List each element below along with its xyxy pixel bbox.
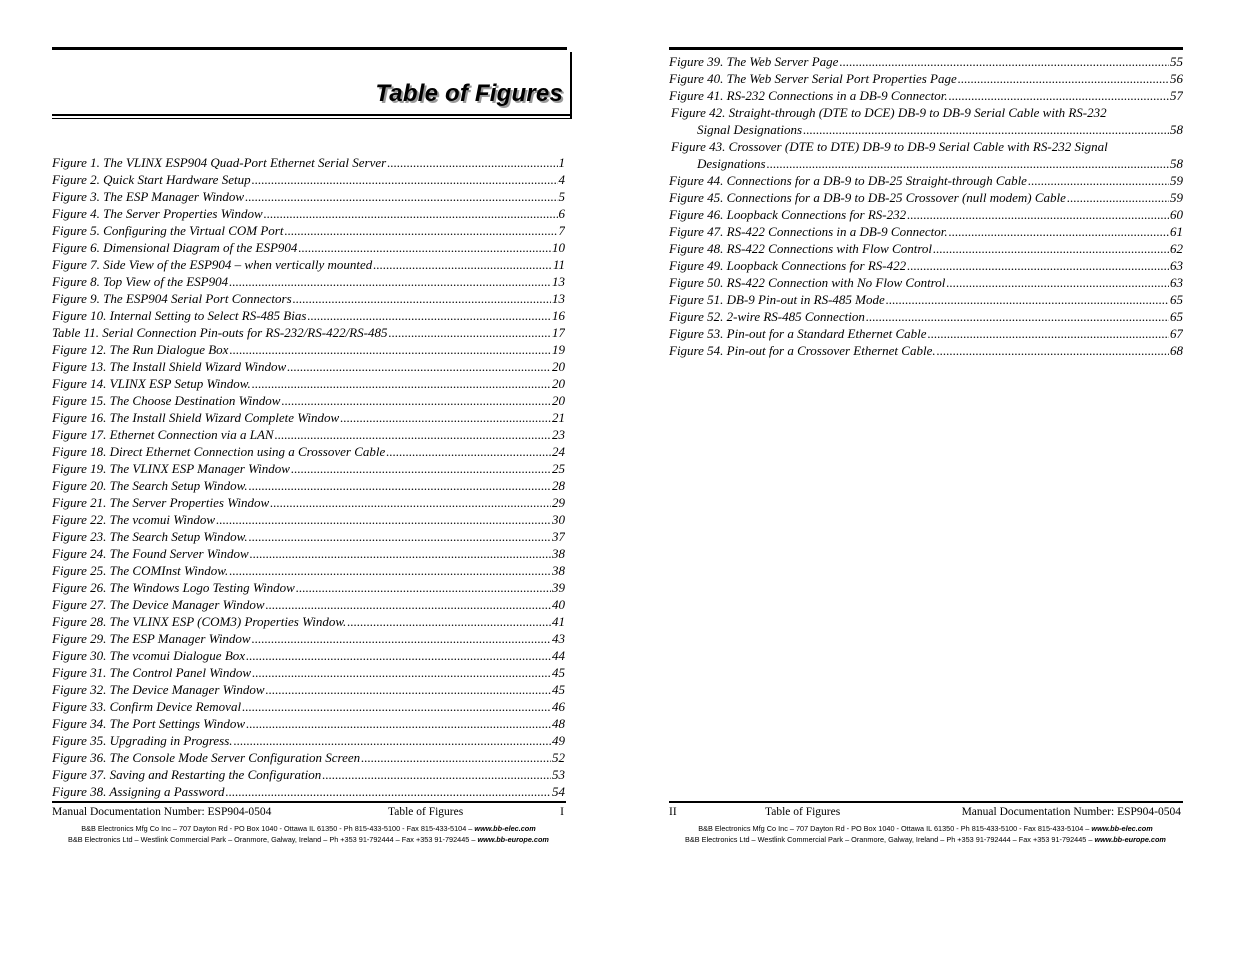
toc-entry[interactable]	[669, 240, 1183, 257]
toc-entry[interactable]	[52, 596, 565, 613]
footer	[52, 806, 566, 822]
toc-entry[interactable]	[52, 324, 565, 341]
toc-entry-title: Figure 37. Saving and Restarting the Configuration	[52, 767, 322, 782]
toc-leader-dots	[1028, 172, 1169, 189]
toc-leader-dots	[242, 698, 551, 715]
toc-page-number: 5	[558, 189, 565, 204]
toc-leader-dots	[246, 715, 551, 732]
toc-page-number: 23	[552, 427, 565, 442]
toc-leader-dots	[307, 307, 551, 324]
toc-page-number: 4	[558, 172, 565, 187]
toc-entry-title: Figure 22. The vcomui Window	[52, 512, 216, 527]
toc-leader-dots	[946, 274, 1169, 291]
toc-page-number: 61	[1170, 224, 1183, 239]
toc-page-number: 53	[552, 767, 565, 782]
toc-page-number: 39	[552, 580, 565, 595]
toc-leader-dots	[270, 494, 551, 511]
toc-leader-dots	[907, 206, 1169, 223]
toc-entry[interactable]	[669, 53, 1183, 70]
toc-entry[interactable]	[669, 325, 1183, 342]
toc-entry[interactable]	[669, 70, 1183, 87]
toc-entry[interactable]	[669, 138, 1183, 172]
toc-entry[interactable]	[52, 443, 565, 460]
toc-entry-title: Figure 15. The Choose Destination Window	[52, 393, 281, 408]
toc-entry-title: Figure 21. The Server Properties Window	[52, 495, 270, 510]
footer	[669, 806, 1183, 822]
toc-entry[interactable]	[669, 206, 1183, 223]
toc-entry-title: Figure 14. VLINX ESP Setup Window.	[52, 376, 251, 391]
toc-page-number: 37	[552, 529, 565, 544]
toc-entry-title: Figure 38. Assigning a Password	[52, 784, 225, 799]
toc-page-number: 30	[552, 512, 565, 527]
toc-entry[interactable]	[52, 222, 565, 239]
toc-entry[interactable]	[52, 749, 565, 766]
toc-leader-dots	[229, 273, 551, 290]
toc-leader-dots	[347, 613, 551, 630]
toc-leader-dots	[340, 409, 551, 426]
toc-page-number: 65	[1170, 292, 1183, 307]
toc-entry[interactable]	[52, 409, 565, 426]
toc-entry-title: Figure 54. Pin-out for a Crossover Ethernet Cable.	[669, 343, 936, 358]
toc-entry[interactable]	[52, 205, 565, 222]
footer-doc-number: Manual Documentation Number: ESP904-0504	[52, 806, 272, 818]
toc-entry[interactable]	[52, 545, 565, 562]
toc-entry-title: Figure 4. The Server Properties Window	[52, 206, 263, 221]
toc-page-number: 58	[1170, 122, 1183, 137]
toc-entry[interactable]	[52, 426, 565, 443]
toc-page-number: 56	[1170, 71, 1183, 86]
toc-leader-dots	[949, 223, 1169, 240]
toc-page-number: 62	[1170, 241, 1183, 256]
toc-entry-title: Figure 33. Confirm Device Removal	[52, 699, 242, 714]
toc-page-number: 1	[558, 155, 565, 170]
toc-leader-dots	[229, 341, 551, 358]
toc-entry[interactable]	[52, 511, 565, 528]
toc-page-number: 44	[552, 648, 565, 663]
toc-page-number: 49	[552, 733, 565, 748]
toc-leader-dots	[249, 477, 551, 494]
toc-entry-title: Figure 18. Direct Ethernet Connection using a Crossover Cable	[52, 444, 386, 459]
toc-entry-title: Figure 16. The Install Shield Wizard Complete Window	[52, 410, 340, 425]
toc-page-number: 65	[1170, 309, 1183, 324]
toc-leader-dots	[275, 426, 551, 443]
toc-entry[interactable]	[52, 290, 565, 307]
toc-leader-dots	[234, 732, 551, 749]
toc-entry[interactable]	[52, 273, 565, 290]
toc-leader-dots	[958, 70, 1169, 87]
toc-entry-title: Figure 10. Internal Setting to Select RS-485 Bias	[52, 308, 307, 323]
toc-leader-dots	[293, 290, 551, 307]
toc-entry-title: Figure 26. The Windows Logo Testing Window	[52, 580, 295, 595]
toc-entry-title: Figure 50. RS-422 Connection with No Flow Control	[669, 275, 946, 290]
toc-page-number: 38	[552, 546, 565, 561]
right-page	[617, 0, 1235, 954]
toc-leader-dots	[907, 257, 1169, 274]
toc-entry[interactable]	[52, 341, 565, 358]
europe-website-link[interactable]: www.bb-europe.com	[1094, 835, 1166, 844]
toc-leader-dots	[246, 647, 551, 664]
toc-entry-title: Figure 5. Configuring the Virtual COM Port	[52, 223, 284, 238]
toc-leader-dots	[373, 256, 552, 273]
toc-entry[interactable]	[52, 239, 565, 256]
toc-entry-title: Figure 35. Upgrading in Progress.	[52, 733, 233, 748]
toc-leader-dots	[229, 562, 551, 579]
toc-page-number: 11	[552, 257, 565, 272]
toc-page-number: 13	[552, 274, 565, 289]
toc-page-number: 58	[1170, 156, 1183, 171]
toc-entry-title: Figure 9. The ESP904 Serial Port Connectors	[52, 291, 292, 306]
europe-website-link[interactable]: www.bb-europe.com	[477, 835, 549, 844]
toc-entry-title: Figure 45. Connections for a DB-9 to DB-25 Crossover (null modem) Cable	[669, 190, 1066, 205]
toc-entry-title: Figure 48. RS-422 Connections with Flow Control	[669, 241, 933, 256]
toc-entry[interactable]	[52, 358, 565, 375]
toc-entry[interactable]	[52, 698, 565, 715]
toc-page-number: 40	[552, 597, 565, 612]
toc-leader-dots	[252, 664, 551, 681]
toc-entry-title: Figure 28. The VLINX ESP (COM3) Properties Window.	[52, 614, 347, 629]
toc-entry-title: Figure 19. The VLINX ESP Manager Window	[52, 461, 290, 476]
toc-leader-dots	[933, 240, 1169, 257]
toc-leader-dots	[226, 783, 551, 800]
toc-entry[interactable]	[669, 257, 1183, 274]
toc-entry[interactable]	[52, 613, 565, 630]
toc-entry-title: Figure 8. Top View of the ESP904	[52, 274, 229, 289]
toc-entry-title: Figure 3. The ESP Manager Window	[52, 189, 245, 204]
footer-page-number: I	[560, 806, 564, 818]
toc-entry[interactable]	[52, 766, 565, 783]
toc-entry-title: Figure 25. The COMInst Window.	[52, 563, 229, 578]
toc-entry[interactable]	[52, 647, 565, 664]
toc-page-number: 54	[552, 784, 565, 799]
toc-entry-title-cont: Signal Designations	[697, 122, 803, 137]
toc-entry[interactable]	[52, 732, 565, 749]
toc-page-number: 19	[552, 342, 565, 357]
toc-page-number: 48	[552, 716, 565, 731]
toc-entry[interactable]	[669, 104, 1183, 138]
toc-entry-continuation	[669, 121, 1183, 138]
toc-leader-dots	[322, 766, 551, 783]
toc-entry[interactable]	[669, 342, 1183, 359]
toc-entry[interactable]	[52, 715, 565, 732]
title-side-rule	[570, 52, 572, 118]
left-page	[0, 0, 617, 954]
toc-page-number: 63	[1170, 275, 1183, 290]
toc-leader-dots	[937, 342, 1169, 359]
toc-page-number: 17	[552, 325, 565, 340]
toc-page-number: 57	[1170, 88, 1183, 103]
toc-leader-dots	[387, 154, 557, 171]
toc-page-number: 55	[1170, 54, 1183, 69]
figure-list-left	[52, 154, 565, 800]
toc-leader-dots	[245, 188, 557, 205]
toc-entry-title: Figure 42. Straight-through (DTE to DCE) DB-9 to DB-9 Serial Cable with RS-232	[671, 105, 1107, 120]
toc-leader-dots	[386, 443, 551, 460]
toc-leader-dots	[296, 579, 551, 596]
toc-leader-dots	[249, 528, 551, 545]
toc-leader-dots	[284, 222, 557, 239]
toc-entry[interactable]	[52, 375, 565, 392]
toc-entry-continuation	[669, 155, 1183, 172]
toc-entry-title: Figure 24. The Found Server Window	[52, 546, 249, 561]
toc-page-number: 63	[1170, 258, 1183, 273]
toc-page-number: 38	[552, 563, 565, 578]
toc-entry-title: Figure 53. Pin-out for a Standard Ethernet Cable	[669, 326, 927, 341]
toc-page-number: 24	[552, 444, 565, 459]
toc-entry[interactable]	[52, 154, 565, 171]
address-europe: B&B Electronics Ltd – Westlink Commercial Park – Oranmore, Galway, Ireland – Ph +353 91-792444 – Fax +353 91-792445 – www.bb-europe.com	[685, 835, 1166, 844]
toc-leader-dots	[1067, 189, 1169, 206]
address-us: B&B Electronics Mfg Co Inc – 707 Dayton Rd - PO Box 1040 - Ottawa IL 61350 - Ph 815-433-5100 - Fax 815-433-5104 – www.bb-elec.com	[698, 824, 1153, 833]
toc-entry-title: Figure 52. 2-wire RS-485 Connection	[669, 309, 865, 324]
toc-leader-dots	[250, 545, 551, 562]
toc-page-number: 67	[1170, 326, 1183, 341]
toc-entry-title: Figure 46. Loopback Connections for RS-232	[669, 207, 907, 222]
toc-entry-title: Figure 34. The Port Settings Window	[52, 716, 246, 731]
toc-leader-dots	[291, 460, 551, 477]
toc-leader-dots	[886, 291, 1169, 308]
toc-entry-title: Figure 6. Dimensional Diagram of the ESP904	[52, 240, 298, 255]
toc-leader-dots	[252, 171, 558, 188]
toc-entry-title: Figure 20. The Search Setup Window.	[52, 478, 248, 493]
toc-entry-title: Figure 39. The Web Server Page	[669, 54, 839, 69]
toc-page-number: 52	[552, 750, 565, 765]
us-website-link[interactable]: www.bb-elec.com	[1091, 824, 1153, 833]
toc-entry[interactable]	[52, 528, 565, 545]
toc-entry-title: Figure 23. The Search Setup Window.	[52, 529, 248, 544]
toc-entry-title: Figure 49. Loopback Connections for RS-422	[669, 258, 907, 273]
toc-leader-dots	[803, 121, 1169, 138]
toc-page-number: 41	[552, 614, 565, 629]
footer-section: Table of Figures	[765, 806, 841, 818]
toc-leader-dots	[281, 392, 551, 409]
toc-leader-dots	[252, 375, 551, 392]
toc-page-number: 59	[1170, 173, 1183, 188]
toc-page-number: 68	[1170, 343, 1183, 358]
toc-entry[interactable]	[669, 172, 1183, 189]
toc-entry[interactable]	[52, 681, 565, 698]
toc-leader-dots	[252, 630, 551, 647]
toc-entry-title: Figure 13. The Install Shield Wizard Window	[52, 359, 287, 374]
toc-entry-title: Figure 44. Connections for a DB-9 to DB-25 Straight-through Cable	[669, 173, 1027, 188]
toc-entry-title: Figure 17. Ethernet Connection via a LAN	[52, 427, 274, 442]
toc-page-number: 6	[558, 206, 565, 221]
toc-page-number: 29	[552, 495, 565, 510]
footer-page-number: II	[669, 806, 677, 818]
toc-entry-title: Figure 41. RS-232 Connections in a DB-9 Connector.	[669, 88, 948, 103]
footer-rule	[669, 801, 1183, 803]
figure-list-right	[669, 53, 1183, 359]
address-europe: B&B Electronics Ltd – Westlink Commercial Park – Oranmore, Galway, Ireland – Ph +353 91-792444 – Fax +353 91-792445 – www.bb-europe.com	[68, 835, 549, 844]
toc-page-number: 25	[552, 461, 565, 476]
toc-entry[interactable]	[52, 171, 565, 188]
toc-page-number: 16	[552, 308, 565, 323]
toc-leader-dots	[287, 358, 551, 375]
footer-rule	[52, 801, 566, 803]
toc-entry[interactable]	[52, 256, 565, 273]
toc-entry[interactable]	[52, 579, 565, 596]
toc-entry[interactable]	[669, 291, 1183, 308]
toc-entry-title: Figure 32. The Device Manager Window	[52, 682, 265, 697]
toc-leader-dots	[298, 239, 551, 256]
toc-entry[interactable]	[52, 664, 565, 681]
title-top-rule	[52, 47, 567, 50]
toc-entry[interactable]	[52, 562, 565, 579]
toc-entry-title: Figure 2. Quick Start Hardware Setup	[52, 172, 251, 187]
toc-entry-title: Figure 27. The Device Manager Window	[52, 597, 265, 612]
toc-page-number: 28	[552, 478, 565, 493]
toc-page-number: 45	[552, 682, 565, 697]
footer-doc-number: Manual Documentation Number: ESP904-0504	[961, 806, 1181, 818]
toc-entry[interactable]	[669, 223, 1183, 240]
toc-entry[interactable]	[669, 189, 1183, 206]
toc-leader-dots	[264, 205, 558, 222]
toc-entry[interactable]	[669, 87, 1183, 104]
toc-page-number: 46	[552, 699, 565, 714]
toc-entry[interactable]	[669, 308, 1183, 325]
toc-leader-dots	[216, 511, 551, 528]
toc-entry-title: Figure 36. The Console Mode Server Configuration Screen	[52, 750, 361, 765]
toc-entry-title: Figure 51. DB-9 Pin-out in RS-485 Mode	[669, 292, 885, 307]
toc-entry-title: Figure 31. The Control Panel Window	[52, 665, 252, 680]
toc-page-number: 20	[552, 359, 565, 374]
toc-page-number: 13	[552, 291, 565, 306]
toc-leader-dots	[767, 155, 1169, 172]
toc-entry[interactable]	[52, 494, 565, 511]
toc-page-number: 59	[1170, 190, 1183, 205]
footer-section: Table of Figures	[388, 806, 464, 818]
title-bottom-rule	[52, 114, 572, 116]
toc-leader-dots	[866, 308, 1169, 325]
page-title: Table of Figures	[375, 80, 563, 107]
toc-leader-dots	[266, 596, 551, 613]
toc-entry-title: Figure 7. Side View of the ESP904 – when vertically mounted	[52, 257, 373, 272]
toc-entry-title: Figure 30. The vcomui Dialogue Box	[52, 648, 246, 663]
toc-page-number: 20	[552, 376, 565, 391]
toc-entry-title: Table 11. Serial Connection Pin-outs for RS-232/RS-422/RS-485	[52, 325, 388, 340]
toc-leader-dots	[361, 749, 551, 766]
toc-page-number: 20	[552, 393, 565, 408]
toc-page-number: 21	[552, 410, 565, 425]
toc-leader-dots	[949, 87, 1169, 104]
toc-leader-dots	[928, 325, 1169, 342]
toc-entry-title: Figure 29. The ESP Manager Window	[52, 631, 251, 646]
toc-page-number: 45	[552, 665, 565, 680]
toc-page-number: 10	[552, 240, 565, 255]
us-website-link[interactable]: www.bb-elec.com	[474, 824, 536, 833]
toc-page-number: 60	[1170, 207, 1183, 222]
address-us: B&B Electronics Mfg Co Inc – 707 Dayton Rd - PO Box 1040 - Ottawa IL 61350 - Ph 815-433-5100 - Fax 815-433-5104 – www.bb-elec.com	[81, 824, 536, 833]
toc-entry[interactable]	[52, 460, 565, 477]
toc-entry-title: Figure 43. Crossover (DTE to DTE) DB-9 to DB-9 Serial Cable with RS-232 Signal	[671, 139, 1108, 154]
toc-entry-title-cont: Designations	[697, 156, 766, 171]
toc-leader-dots	[839, 53, 1169, 70]
toc-page-number: 43	[552, 631, 565, 646]
toc-entry-title: Figure 1. The VLINX ESP904 Quad-Port Ethernet Serial Server	[52, 155, 387, 170]
toc-leader-dots	[266, 681, 551, 698]
toc-entry[interactable]	[52, 188, 565, 205]
top-rule	[669, 47, 1183, 50]
toc-entry-title: Figure 12. The Run Dialogue Box	[52, 342, 229, 357]
toc-entry[interactable]	[52, 307, 565, 324]
toc-leader-dots	[388, 324, 551, 341]
toc-page-number: 7	[558, 223, 565, 238]
toc-entry[interactable]	[52, 392, 565, 409]
toc-entry-title: Figure 47. RS-422 Connections in a DB-9 Connector.	[669, 224, 948, 239]
toc-entry[interactable]	[52, 783, 565, 800]
toc-entry[interactable]	[52, 477, 565, 494]
toc-entry[interactable]	[52, 630, 565, 647]
title-bottom-rule-thin	[52, 118, 572, 119]
toc-entry[interactable]	[669, 274, 1183, 291]
toc-entry-title: Figure 40. The Web Server Serial Port Properties Page	[669, 71, 957, 86]
